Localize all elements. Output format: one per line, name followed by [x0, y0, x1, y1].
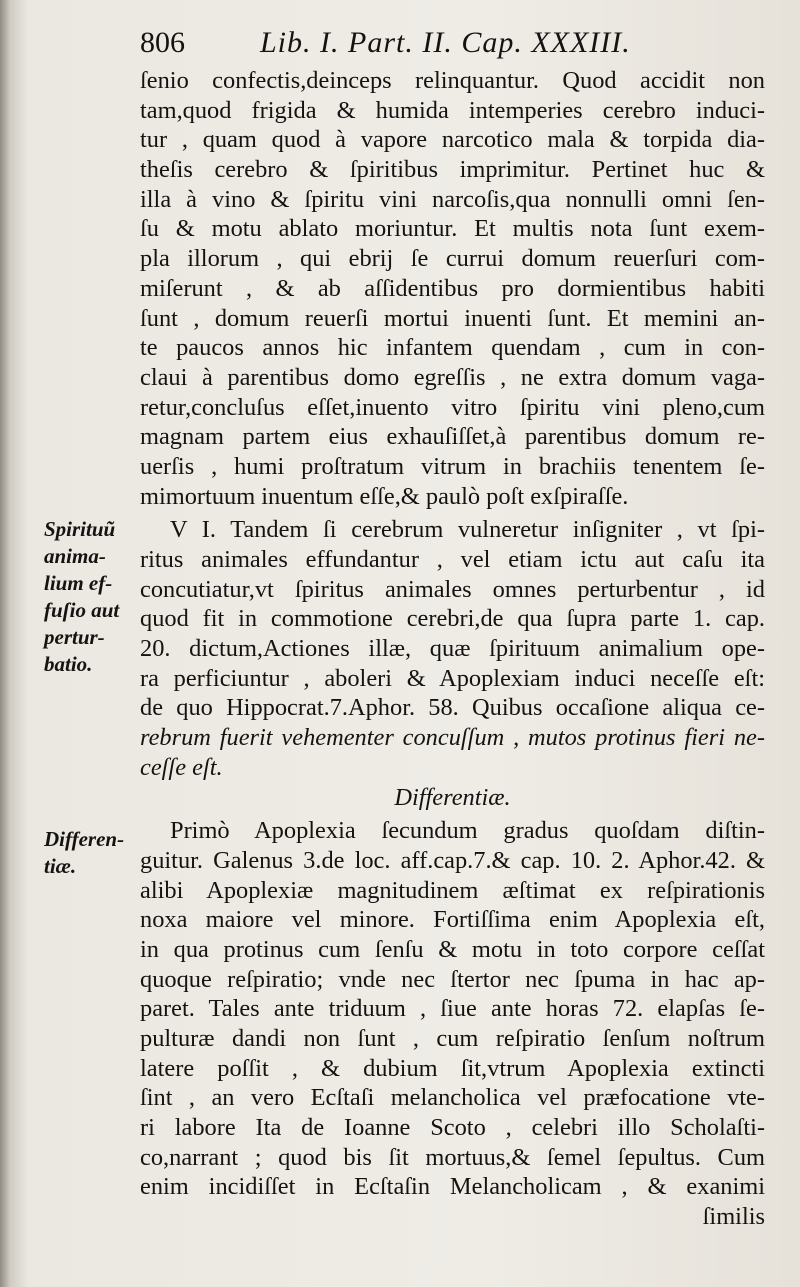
text-line: retur,concluſus eſſet,inuento vitro ſpiritu vini pleno,cum [140, 393, 765, 421]
margin-note-line: Spirituũ [44, 517, 116, 541]
paragraph-2 [140, 515, 765, 782]
margin-note-spiritus [44, 516, 119, 678]
margin-note-line: lium ef- [44, 571, 113, 595]
text-line: uerſis , humi proſtratum vitrum in brachiis tenentem ſe- [140, 452, 765, 480]
text-line: in qua protinus cum ſenſu & motu in toto corpore ceſſat [140, 935, 765, 963]
text-line: alibi Apoplexiæ magnitudinem æſtimat ex reſpirationis [140, 876, 765, 904]
margin-note-differentiae [44, 826, 124, 880]
text-line: miſerunt , & ab aſſidentibus pro dormientibus habiti [140, 274, 765, 302]
text-line: noxa maiore vel minore. Fortiſſima enim Apoplexia eſt, [140, 906, 765, 934]
text-line: ritus animales effundantur , vel etiam ictu aut caſu ita [140, 546, 765, 573]
text-line: te paucos annos hic infantem quendam , cum in con- [140, 334, 765, 362]
running-title: Lib. I. Part. II. Cap. XXXIII. [260, 26, 631, 59]
text-line: ſunt , domum reuerſi mortui inuenti ſunt. Et memini an- [140, 304, 765, 332]
text-line: ſu & motu ablato moriuntur. Et multis nota ſunt exem- [140, 215, 765, 243]
text-line: co,narrant ; quod bis ſit mortuus,& ſemel ſepultus. Cum [140, 1143, 765, 1171]
text-line: enim incidiſſet in Ecſtaſin Melancholicam , & exanimi [140, 1173, 765, 1201]
text-line: illa à vino & ſpiritu vini narcoſis,qua nonnulli omni ſen- [140, 185, 765, 213]
text-line: claui à parentibus domo egreſſis , ne extra domum vaga- [140, 363, 765, 391]
text-line: ſint , an vero Ecſtaſi melancholica vel præfocatione vte- [140, 1084, 765, 1112]
text-line: Primò Apoplexia ſecundum gradus quoſdam diſtin- [170, 817, 765, 845]
margin-note-line: fuſio aut [44, 598, 120, 622]
catchword: ſimilis [702, 1203, 765, 1231]
text-line: pla illorum , qui ebrij ſe currui domum reuerſuri com- [140, 245, 765, 273]
paragraph-1 [140, 66, 765, 511]
text-line: tam,quod frigida & humida intemperies cerebro induci- [140, 96, 765, 124]
text-line: quod fit in commotione cerebri,de qua ſupra parte 1. cap. [140, 605, 765, 633]
text-line: ſenio confectis,deinceps relinquantur. Quod accidit non [140, 67, 765, 94]
text-line: de quo Hippocrat.7.Aphor. 58. Quibus occaſione aliqua ce- [140, 694, 765, 722]
text-line: paret. Tales ante triduum , ſiue ante horas 72. elapſas ſe- [140, 995, 765, 1023]
margin-note-line: batio. [44, 652, 93, 676]
text-line: mimortuum inuentum eſſe,& paulò poſt exſpiraſſe. [140, 482, 629, 510]
paragraph-3 [140, 816, 765, 1202]
running-header [140, 26, 700, 66]
text-line: rebrum fuerit vehementer concuſſum , mutos protinus fieri ne- [140, 724, 765, 752]
margin-note-line: pertur- [44, 625, 105, 649]
text-line: quoque reſpiratio; vnde nec ſtertor nec ſpuma in hac ap- [140, 965, 765, 993]
text-line: pulturæ dandi non ſunt , cum reſpiratio ſenſum noſtrum [140, 1025, 765, 1052]
margin-note-line: tiæ. [44, 854, 77, 878]
text-line: guitur. Galenus 3.de loc. aff.cap.7.& cap. 10. 2. Aphor.42. & [140, 846, 765, 874]
section-heading: Differentiæ. [394, 783, 511, 811]
text-line: 20. dictum,Actiones illæ, quæ ſpirituum animalium ope- [140, 635, 765, 663]
text-line: concutiatur,vt ſpiritus animales omnes perturbentur , id [140, 575, 765, 603]
text-line: tur , quam quod à vapore narcotico mala & torpida dia- [140, 126, 765, 154]
margin-note-line: Differen- [44, 827, 125, 851]
text-line: ri labore Ita de Ioanne Scoto , celebri illo Scholaſti- [140, 1114, 765, 1142]
text-line: ra perficiuntur , aboleri & Apoplexiam induci neceſſe eſt: [140, 664, 765, 692]
margin-note-line: anima- [44, 544, 106, 568]
text-line: V I. Tandem ſi cerebrum vulneretur inſigniter , vt ſpi- [170, 516, 765, 544]
text-line: theſis cerebro & ſpiritibus imprimitur. Pertinet huc & [140, 156, 765, 184]
main-text [140, 66, 765, 1232]
text-line: latere poſſit , & dubium ſit,vtrum Apoplexia extincti [140, 1054, 765, 1082]
text-line: ceſſe eſt. [140, 753, 223, 781]
text-line: magnam partem eius exhauſiſſet,à parentibus domum re- [140, 423, 765, 451]
page-number: 806 [140, 26, 185, 59]
